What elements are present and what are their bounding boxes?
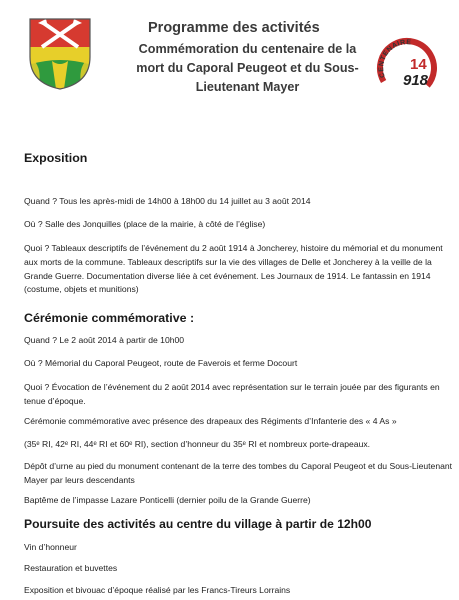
coat-of-arms-icon — [28, 17, 92, 91]
centenary-badge-icon — [376, 37, 438, 99]
section-title-exposition: Exposition — [24, 151, 88, 165]
page-title: Programme des activités — [148, 20, 320, 36]
exposition-quoi: Quoi ? Tableaux descriptifs de l’événement du 2 août 1914 à Joncherey, histoire du mémorial et du monument aux morts de la commune. Tableaux descriptifs sur la vie des villages de Delle et Joncherey à la veille de la Grande Guerre. Documentation diverse liée à cet événement. Les Journaux de 1914. Le fantassin en 1914 (costume, objets et munitions) — [24, 243, 443, 295]
section-title-poursuite: Poursuite des activités au centre du village à partir de 12h00 — [24, 517, 372, 531]
page-subtitle: Commémoration du centenaire de la mort du Caporal Peugeot et du Sous-Lieutenant Mayer — [136, 42, 359, 94]
list-item: Vin d’honneur — [24, 542, 77, 552]
badge-year-bottom: 918 — [403, 72, 429, 89]
ceremonie-drapeaux: Cérémonie commémorative avec présence des drapeaux des Régiments d’Infanterie des « 4 As » — [24, 416, 397, 426]
ceremonie-depot: Dépôt d’urne au pied du monument contenant de la terre des tombes du Caporal Peugeot et du Sous-Lieutenant Mayer par leurs descendants — [24, 461, 453, 485]
list-item: Exposition et bivouac d’époque réalisé par les Francs-Tireurs Lorrains — [24, 585, 291, 595]
section-title-ceremonie: Cérémonie commémorative : — [24, 311, 195, 325]
exposition-ou: Où ? Salle des Jonquilles (place de la mairie, à côté de l’église) — [24, 219, 266, 229]
ceremonie-bapteme: Baptême de l’impasse Lazare Ponticelli (dernier poilu de la Grande Guerre) — [24, 495, 311, 505]
exposition-quand: Quand ? Tous les après-midi de 14h00 à 18h00 du 14 juillet au 3 août 2014 — [24, 196, 311, 206]
ceremonie-ou: Où ? Mémorial du Caporal Peugeot, route de Faverois et ferme Docourt — [24, 358, 298, 368]
ceremonie-quand: Quand ? Le 2 août 2014 à partir de 10h00 — [24, 335, 185, 345]
list-item: Restauration et buvettes — [24, 563, 118, 573]
badge-year-top: 14 — [410, 56, 427, 73]
ceremonie-regiments: (35ᵉ RI, 42ᵉ RI, 44ᵉ RI et 60ᵉ RI), section d’honneur du 35ᵉ RI et nombreux porte-drapeaux. — [24, 439, 371, 449]
ceremonie-quoi: Quoi ? Évocation de l’événement du 2 août 2014 avec représentation sur le terrain jouée par des figurants en tenue d’époque. — [24, 382, 440, 406]
badge-arc-text: CENTENAIRE — [378, 39, 412, 79]
